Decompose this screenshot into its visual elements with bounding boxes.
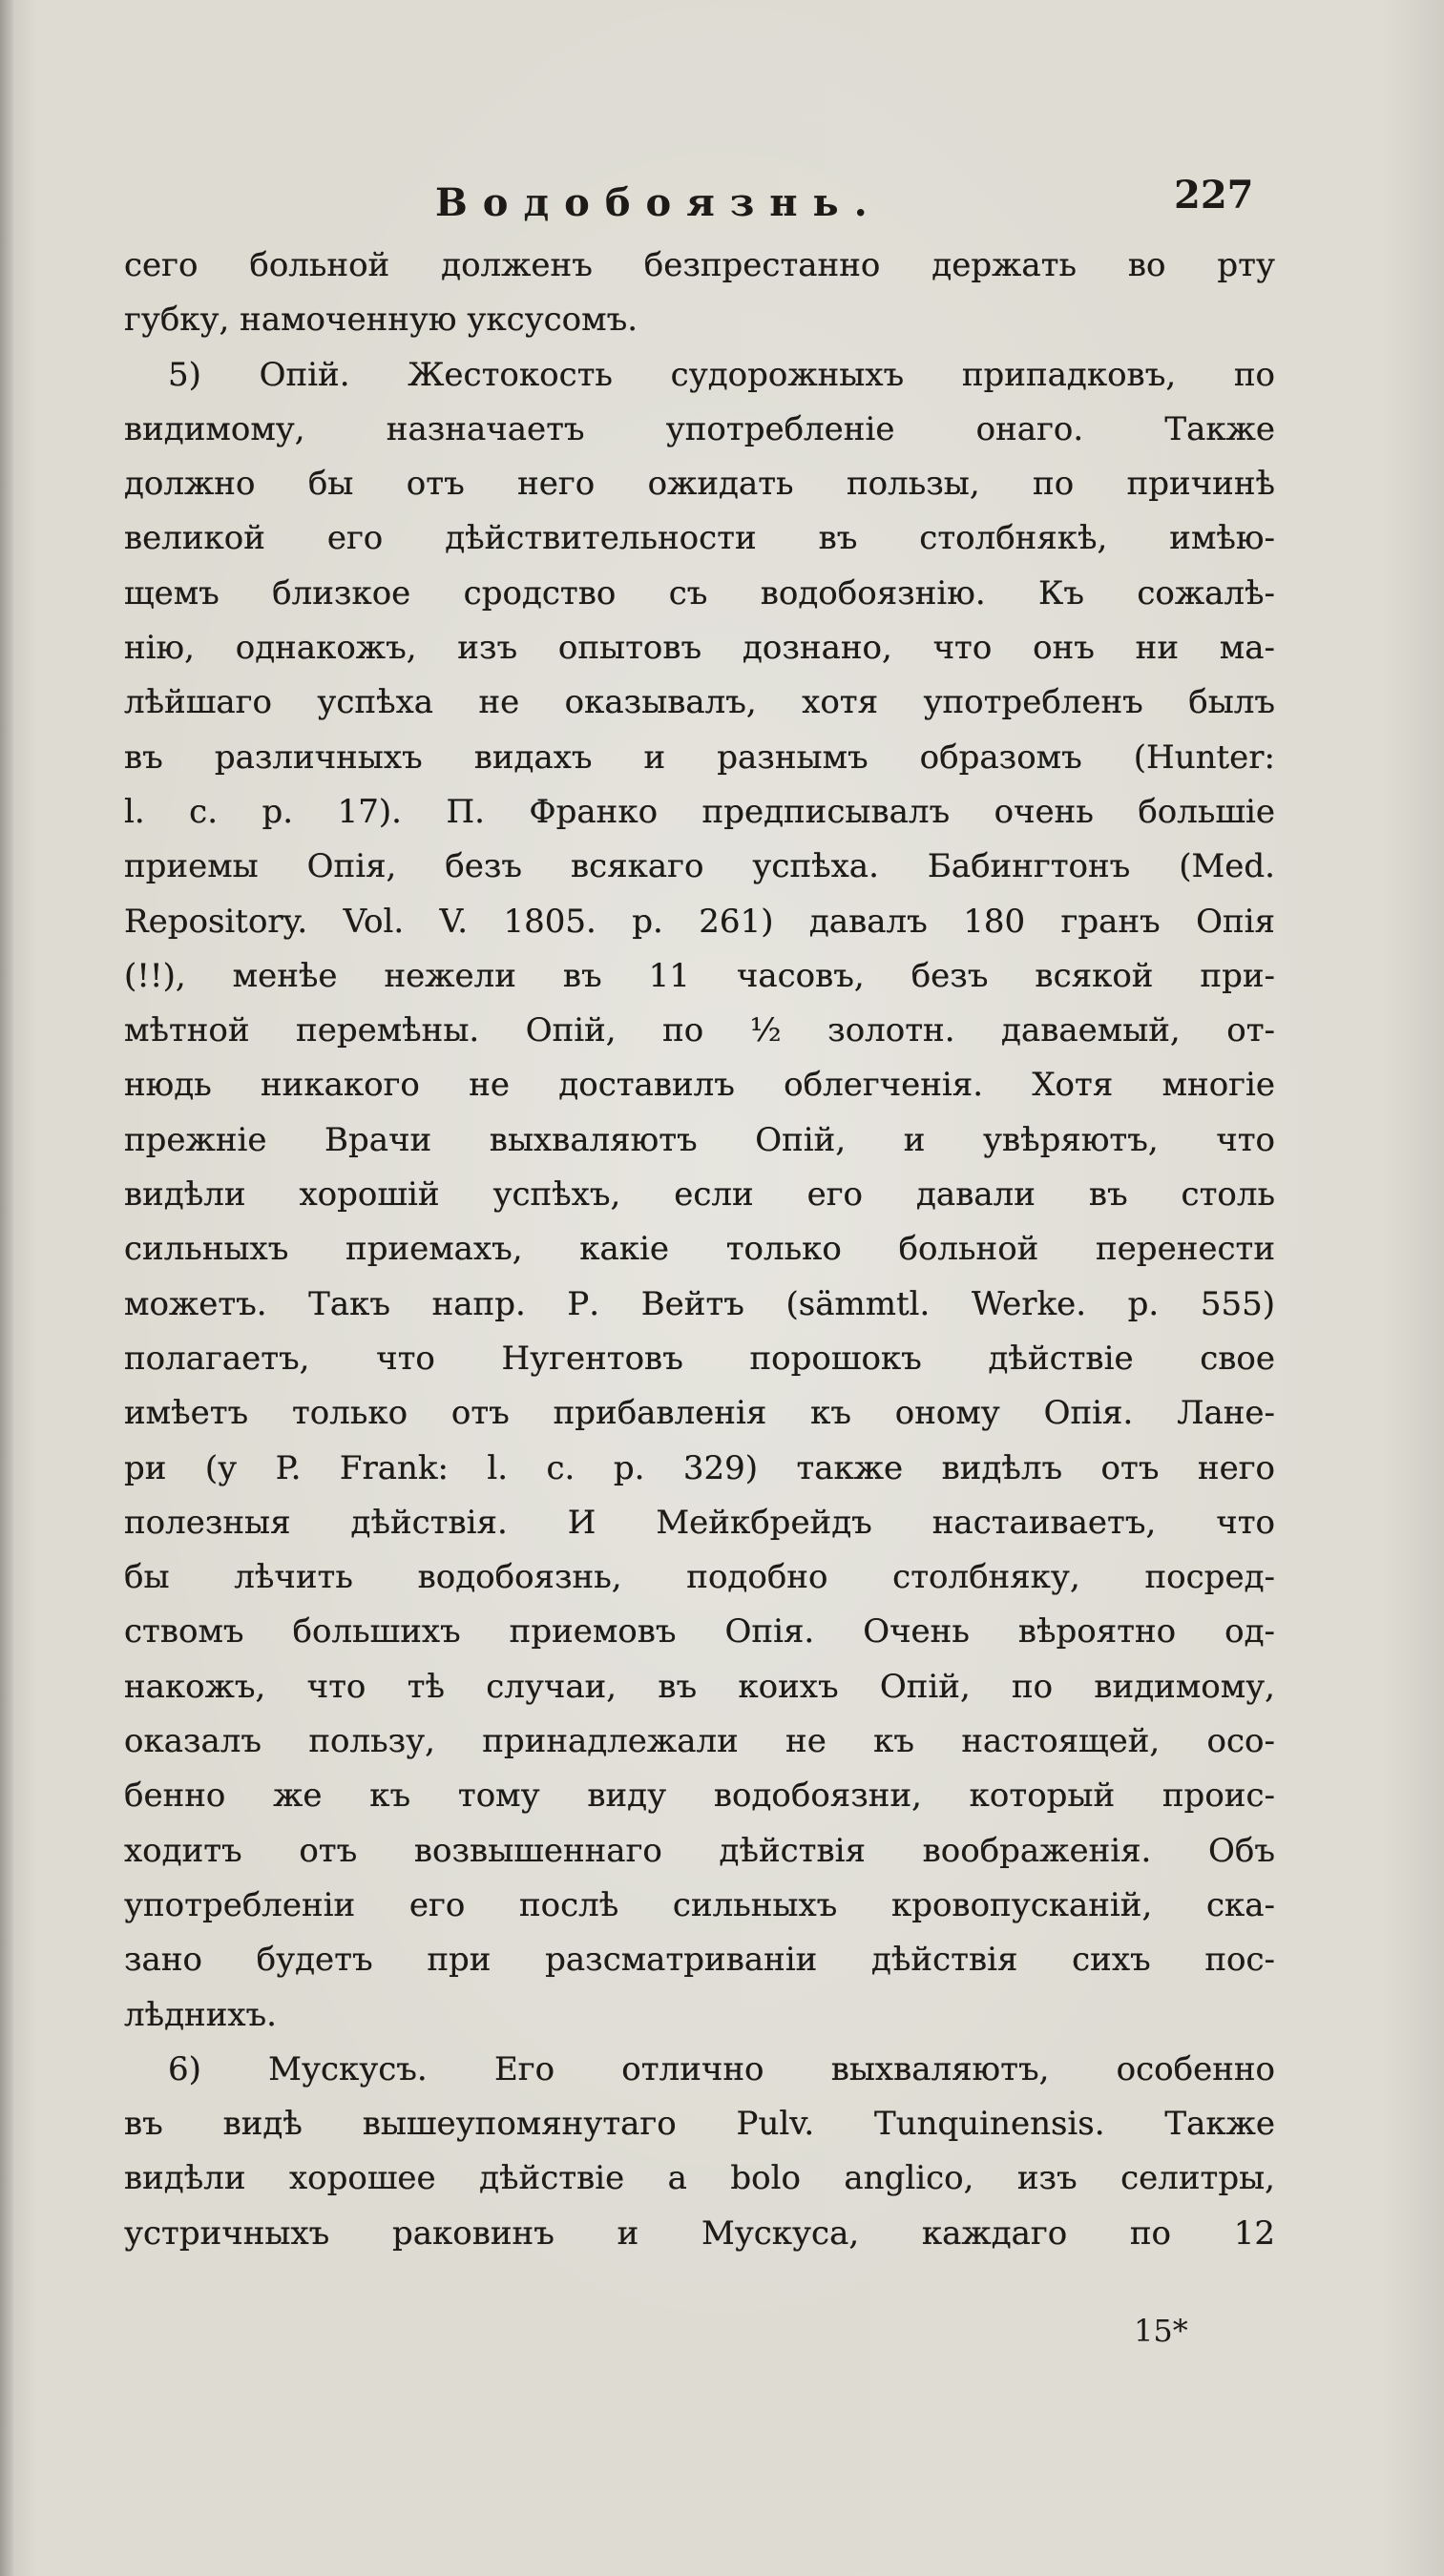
text-line-32: зано будетъ при разсматриваніи дѣйствія сихъ пос- bbox=[124, 1941, 1275, 1980]
text-line-34: 6) Мускусъ. Его отлично выхваляютъ, особенно bbox=[168, 2049, 1275, 2088]
text-line-20: можетъ. Такъ напр. Р. Вейтъ (sämmtl. Werke. p. 555) bbox=[124, 1284, 1275, 1323]
text-line-12: приемы Опія, безъ всякаго успѣха. Бабингтонъ (Med. bbox=[124, 847, 1275, 886]
text-line-36: видѣли хорошее дѣйствіе a bolo anglico, изъ селитры, bbox=[124, 2159, 1275, 2198]
text-line-21: полагаетъ, что Нугентовъ порошокъ дѣйствіе свое bbox=[124, 1339, 1275, 1378]
text-body bbox=[124, 239, 1275, 2261]
text-line-15: мѣтной перемѣны. Опій, по ½ золотн. даваемый, от- bbox=[124, 1011, 1275, 1050]
text-line-3: 5) Опій. Жестокость судорожныхъ припадковъ, по bbox=[168, 355, 1275, 394]
text-line-37: устричныхъ раковинъ и Мускуса, каждаго по 12 bbox=[124, 2213, 1275, 2253]
text-line-4: видимому, назначаетъ употребленіе онаго. Также bbox=[124, 409, 1275, 448]
text-line-26: ствомъ большихъ приемовъ Опія. Очень вѣроятно од- bbox=[124, 1612, 1275, 1652]
page-header bbox=[0, 170, 1444, 237]
text-line-35: въ видѣ вышеупомянутаго Pulv. Tunquinensis. Также bbox=[124, 2105, 1275, 2144]
text-line-10: въ различныхъ видахъ и разнымъ образомъ (Hunter: bbox=[124, 737, 1275, 777]
text-line-14: (!!), менѣе нежели въ 11 часовъ, безъ всякой при- bbox=[124, 956, 1275, 995]
text-line-19: сильныхъ приемахъ, какіе только больной перенести bbox=[124, 1230, 1275, 1269]
text-line-9: лѣйшаго успѣха не оказывалъ, хотя употребленъ былъ bbox=[124, 683, 1275, 722]
page-gutter-edge bbox=[0, 0, 13, 2576]
text-line-24: полезныя дѣйствія. И Мейкбрейдъ настаиваетъ, что bbox=[124, 1503, 1275, 1542]
text-line-27: накожъ, что тѣ случаи, въ коихъ Опій, по видимому, bbox=[124, 1667, 1275, 1706]
text-line-13: Repository. Vol. V. 1805. p. 261) давалъ 180 гранъ Опія bbox=[124, 902, 1275, 941]
text-line-25: бы лѣчить водобоязнь, подобно столбняку, посред- bbox=[124, 1558, 1275, 1597]
text-line-1: сего больной долженъ безпрестанно держать во рту bbox=[124, 246, 1275, 284]
text-line-31: употребленіи его послѣ сильныхъ кровопусканій, ска- bbox=[124, 1885, 1275, 1924]
text-line-5: должно бы отъ него ожидать пользы, по причинѣ bbox=[124, 465, 1275, 504]
text-line-8: нію, однакожъ, изъ опытовъ дознано, что онъ ни ма- bbox=[124, 629, 1275, 668]
text-line-33: лѣднихъ. bbox=[124, 1995, 277, 2034]
text-line-29: бенно же къ тому виду водобоязни, который проис- bbox=[124, 1776, 1275, 1816]
text-line-28: оказалъ пользу, принадлежали не къ настоящей, осо- bbox=[124, 1722, 1275, 1761]
text-line-2: губку, намоченную уксусомъ. bbox=[124, 301, 638, 340]
text-line-17: прежніе Врачи выхваляютъ Опій, и увѣряютъ, что bbox=[124, 1120, 1275, 1159]
text-line-11: l. c. p. 17). П. Франко предписывалъ очень большіе bbox=[124, 792, 1275, 831]
printers-signature-mark: 15* bbox=[1134, 2313, 1188, 2349]
text-line-7: щемъ близкое сродство съ водобоязнію. Къ сожалѣ- bbox=[124, 573, 1275, 613]
running-title: Водобоязнь. bbox=[435, 180, 883, 225]
text-line-16: нюдь никакого не доставилъ облегченія. Хотя многіе bbox=[124, 1066, 1275, 1105]
text-line-30: ходитъ отъ возвышеннаго дѣйствія воображенія. Объ bbox=[124, 1831, 1275, 1870]
text-line-18: видѣли хорошій успѣхъ, если его давали въ столь bbox=[124, 1175, 1275, 1215]
text-line-23: ри (у P. Frank: l. c. p. 329) также видѣлъ отъ него bbox=[124, 1448, 1275, 1487]
page-number: 227 bbox=[1174, 173, 1254, 218]
text-line-22: имѣетъ только отъ прибавленія къ оному Опія. Лане- bbox=[124, 1394, 1275, 1433]
text-line-6: великой его дѣйствительности въ столбнякѣ, имѣю- bbox=[124, 519, 1275, 558]
